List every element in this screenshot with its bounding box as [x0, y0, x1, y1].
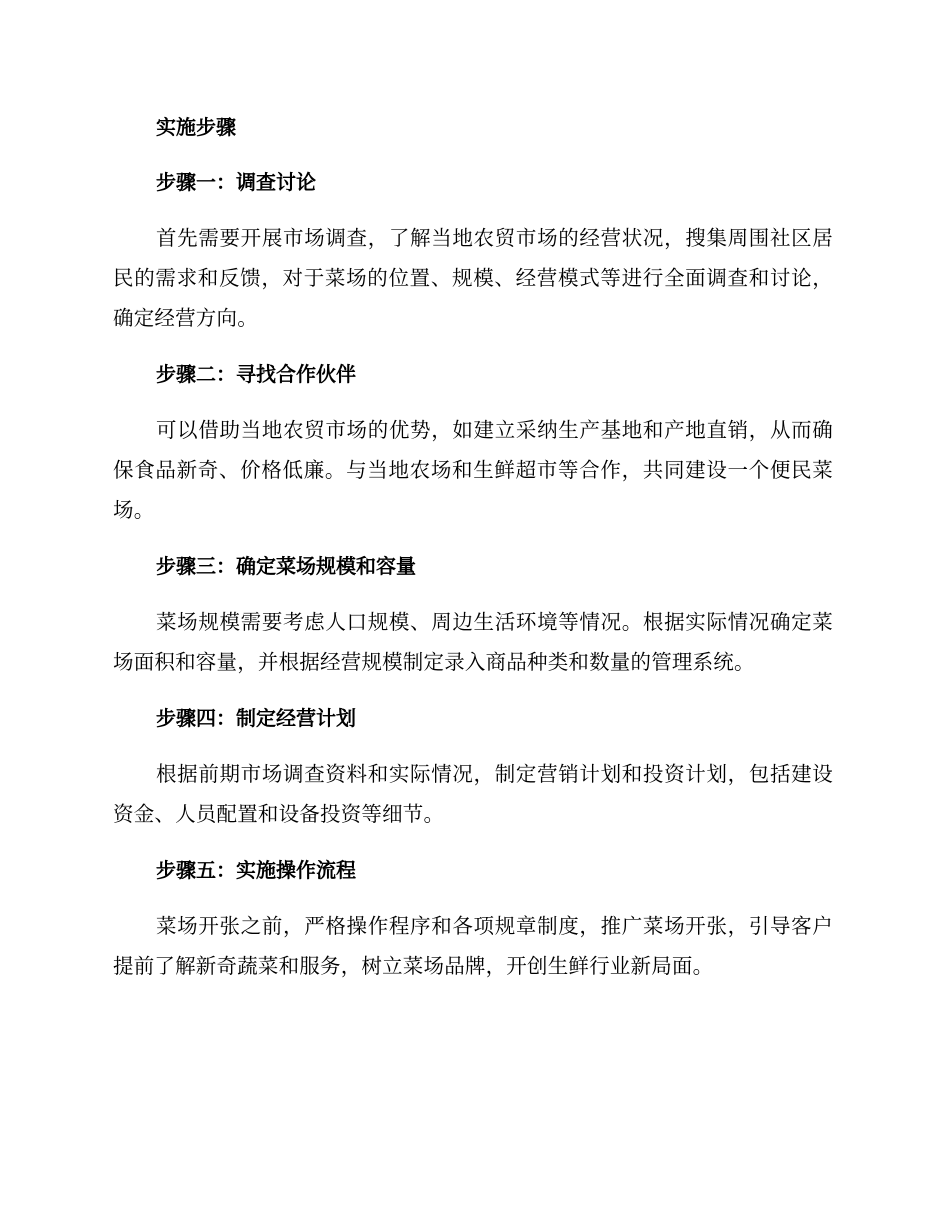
section-heading: 步骤二：寻找合作伙伴: [156, 362, 356, 386]
section-heading: 步骤一：调查讨论: [156, 170, 316, 194]
document-page: [113, 108, 833, 1003]
section-body: 可以借助当地农贸市场的优势，如建立采纳生产基地和产地直销，从而确保食品新奇、价格低廉。与当地农场和生鲜超市等合作，共同建设一个便民菜场。: [113, 418, 833, 522]
section-body: 首先需要开展市场调查，了解当地农贸市场的经营状况，搜集周围社区居民的需求和反馈，对于菜场的位置、规模、经营模式等进行全面调查和讨论，确定经营方向。: [113, 226, 833, 330]
section-body: 根据前期市场调查资料和实际情况，制定营销计划和投资计划，包括建设资金、人员配置和设备投资等细节。: [113, 762, 833, 826]
section-step-3: [113, 547, 833, 682]
section-body: 菜场开张之前，严格操作程序和各项规章制度，推广菜场开张，引导客户提前了解新奇蔬菜和服务，树立菜场品牌，开创生鲜行业新局面。: [113, 914, 833, 978]
section-step-4: [113, 699, 833, 834]
section-step-2: [113, 355, 833, 530]
section-step-5: [113, 851, 833, 986]
section-heading: 步骤四：制定经营计划: [156, 706, 356, 730]
section-step-1: [113, 163, 833, 338]
section-heading: 步骤三：确定菜场规模和容量: [156, 554, 416, 578]
section-heading: 步骤五：实施操作流程: [156, 858, 356, 882]
document-title: 实施步骤: [156, 115, 236, 139]
section-body: 菜场规模需要考虑人口规模、周边生活环境等情况。根据实际情况确定菜场面积和容量，并根据经营规模制定录入商品种类和数量的管理系统。: [113, 610, 833, 674]
